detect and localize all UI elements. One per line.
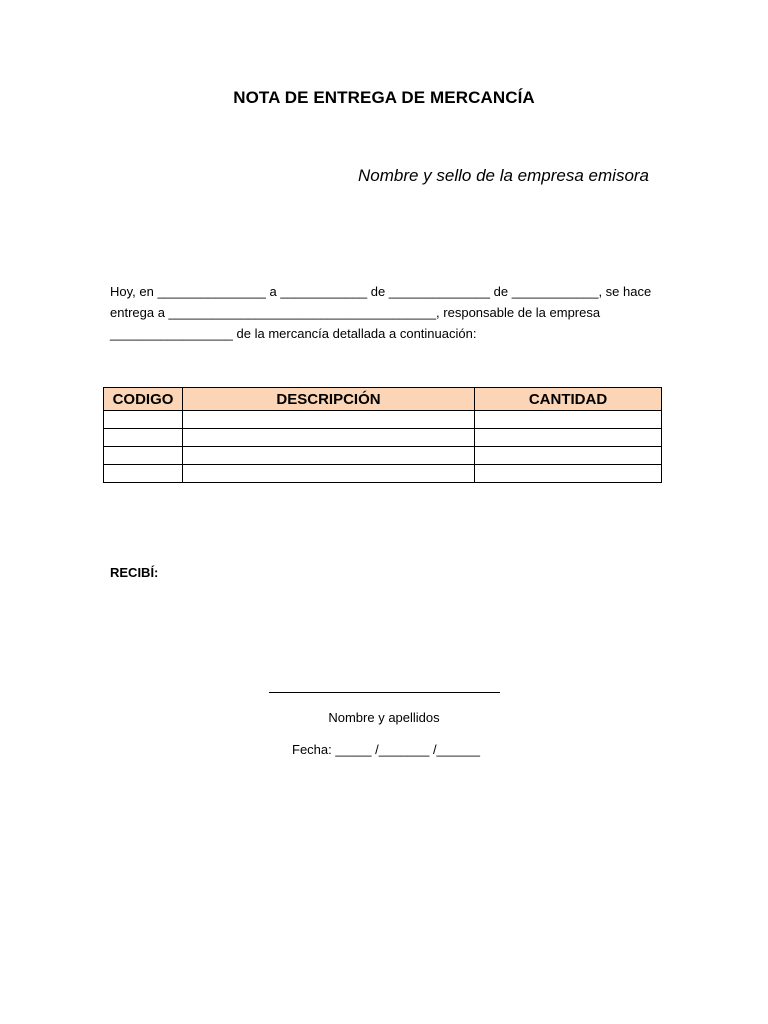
table-cell-codigo <box>104 447 183 465</box>
column-header-cantidad: CANTIDAD <box>475 388 662 411</box>
signature-line <box>269 692 500 693</box>
table-cell-cantidad <box>475 465 662 483</box>
column-header-codigo: CODIGO <box>104 388 183 411</box>
document-title: NOTA DE ENTREGA DE MERCANCÍA <box>233 88 535 107</box>
goods-table <box>103 387 662 483</box>
table-cell-codigo <box>104 465 183 483</box>
table-cell-codigo <box>104 429 183 447</box>
table-cell-cantidad <box>475 411 662 429</box>
table-row <box>104 411 662 429</box>
table-cell-descripcion <box>183 447 475 465</box>
delivery-statement-line-3: _________________ de la mercancía detallada a continuación: <box>110 326 477 341</box>
received-label: RECIBÍ: <box>110 565 159 580</box>
table-row <box>104 447 662 465</box>
table-cell-descripcion <box>183 465 475 483</box>
table-row <box>104 429 662 447</box>
table-cell-descripcion <box>183 429 475 447</box>
table-cell-cantidad <box>475 447 662 465</box>
delivery-statement-line-1: Hoy, en _______________ a ____________ de ______________ de ____________, se hace <box>110 284 652 299</box>
delivery-statement-line-2: entrega a _____________________________________, responsable de la empresa <box>110 305 601 320</box>
delivery-statement <box>110 281 670 344</box>
table-row <box>104 465 662 483</box>
table-cell-descripcion <box>183 411 475 429</box>
table-cell-codigo <box>104 411 183 429</box>
goods-table-header-row <box>104 388 662 411</box>
table-cell-cantidad <box>475 429 662 447</box>
signature-name-label: Nombre y apellidos <box>328 710 440 725</box>
date-field: Fecha: _____ /_______ /______ <box>292 742 480 757</box>
company-name-and-seal-placeholder: Nombre y sello de la empresa emisora <box>358 166 650 185</box>
column-header-descripcion: DESCRIPCIÓN <box>183 388 475 411</box>
